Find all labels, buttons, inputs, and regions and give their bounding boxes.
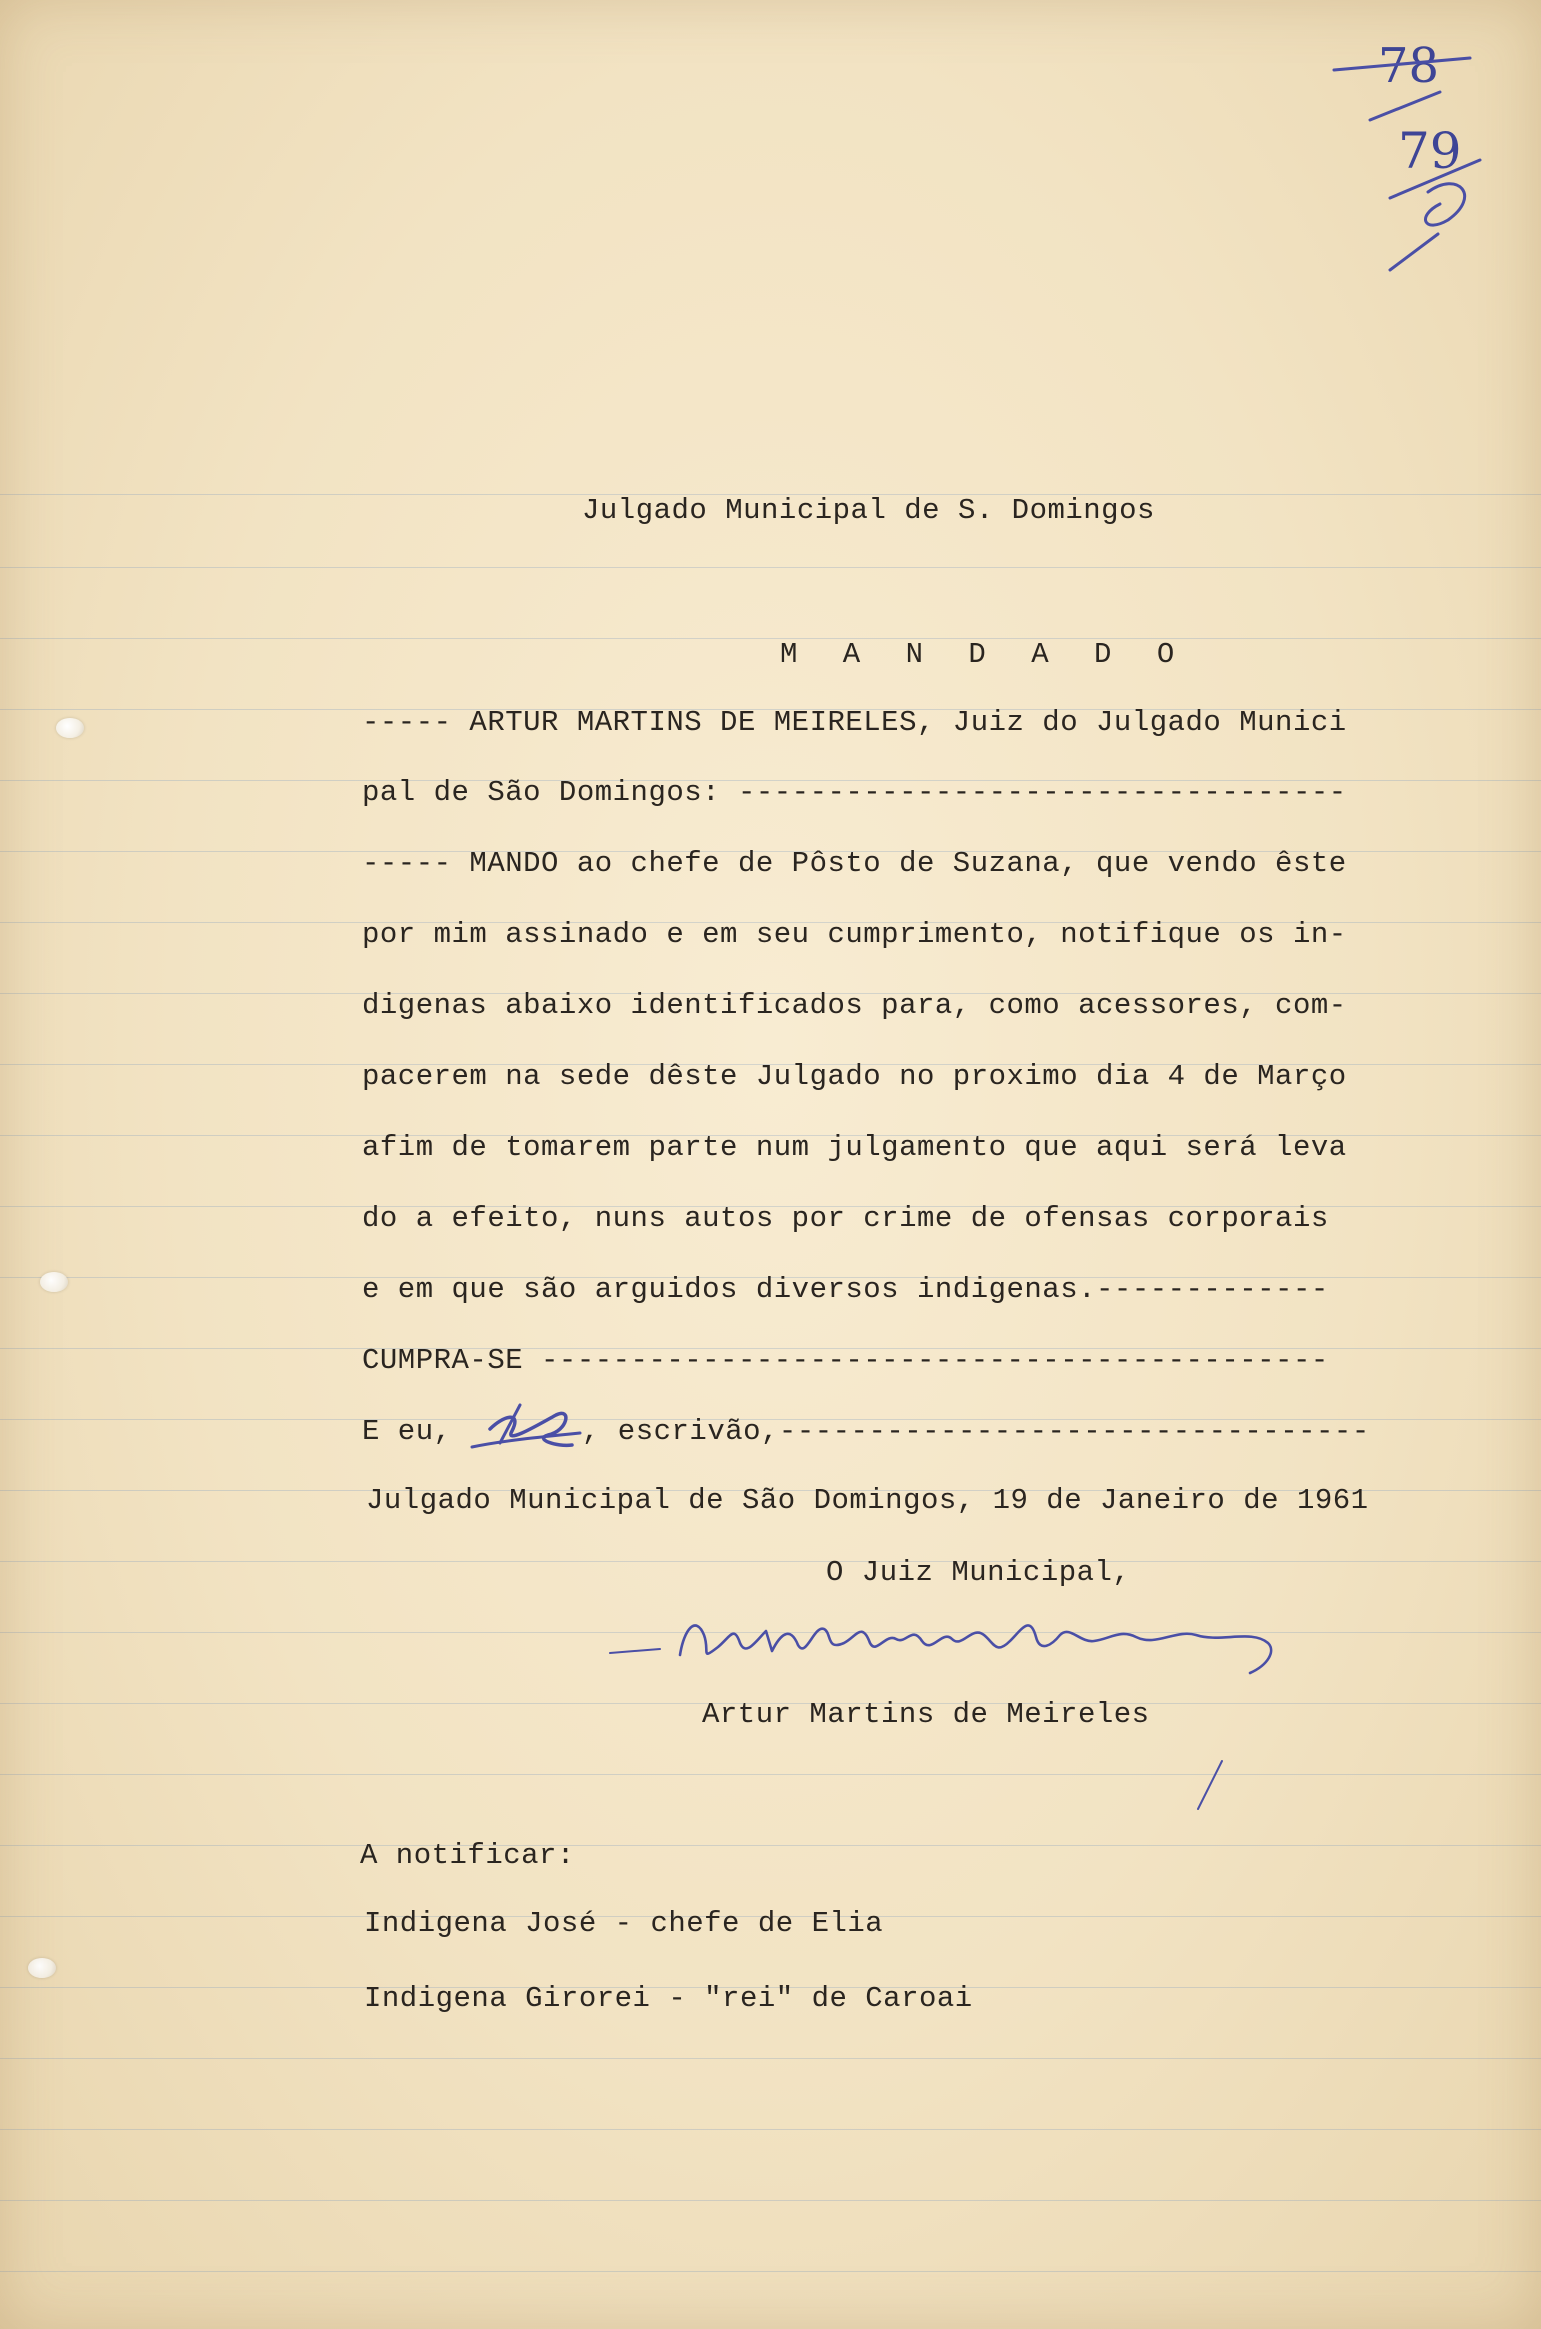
signer-name: Artur Martins de Meireles	[702, 1698, 1150, 1731]
body-line: afim de tomarem parte num julgamento que aqui será leva	[362, 1131, 1347, 1164]
judge-handwritten-signature	[600, 1585, 1340, 1705]
body-line: digenas abaixo identificados para, como acessores, com-	[362, 989, 1347, 1022]
initials-rubric-mark	[1390, 184, 1465, 270]
clerk-line-suffix: , escrivão,---------------------------------	[582, 1415, 1370, 1448]
page-title: Julgado Municipal de S. Domingos	[582, 494, 1155, 527]
clerk-line-prefix: E eu,	[362, 1415, 452, 1448]
body-line: por mim assinado e em seu cumprimento, notifique os in-	[362, 918, 1347, 951]
body-line: e em que são arguidos diversos indigenas.-------------	[362, 1273, 1329, 1306]
body-line: do a efeito, nuns autos por crime de ofensas corporais	[362, 1202, 1329, 1235]
body-line: ----- ARTUR MARTINS DE MEIRELES, Juiz do Julgado Munici	[362, 706, 1347, 739]
clerk-initials-signature	[460, 1385, 600, 1465]
body-line: CUMPRA-SE --------------------------------------------	[362, 1344, 1329, 1377]
signature-title: O Juiz Municipal,	[826, 1556, 1131, 1589]
body-line: ----- MANDO ao chefe de Pôsto de Suzana, que vendo êste	[362, 847, 1347, 880]
document-title: M A N D A D O	[780, 638, 1189, 671]
punch-hole	[40, 1272, 68, 1292]
notify-list-item: Indigena José - chefe de Elia	[364, 1907, 884, 1940]
date-line: Julgado Municipal de São Domingos, 19 de Janeiro de 1961	[366, 1484, 1369, 1517]
body-line: pal de São Domingos: ----------------------------------	[362, 776, 1347, 809]
folio-number: 79	[1398, 122, 1462, 180]
stray-pen-mark	[1190, 1755, 1230, 1815]
punch-hole	[28, 1958, 56, 1978]
punch-hole	[56, 718, 84, 738]
notify-header: A notificar:	[360, 1839, 575, 1872]
notify-list-item: Indigena Girorei - "rei" de Caroai	[364, 1982, 973, 2015]
folio-number-mark	[1320, 20, 1490, 290]
body-line: pacerem na sede dêste Julgado no proximo dia 4 de Março	[362, 1060, 1347, 1093]
struck-folio-number: 78	[1378, 38, 1440, 94]
